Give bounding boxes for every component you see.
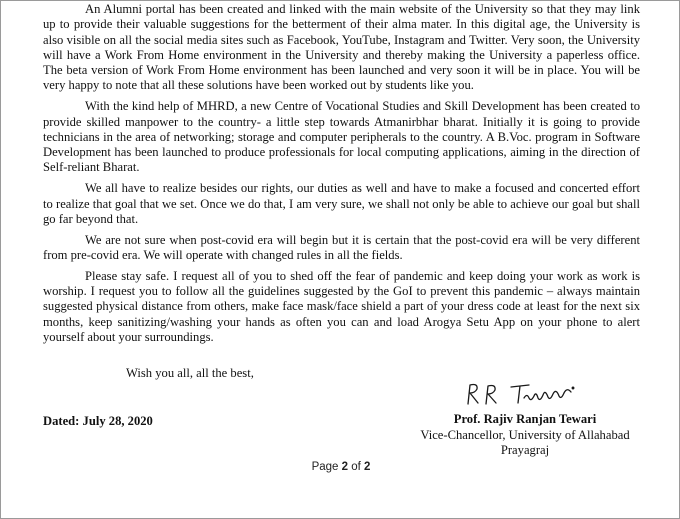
dated-line: Dated: July 28, 2020 [43,414,153,428]
signatory-block [391,412,659,459]
closing-line: Wish you all, all the best, [126,366,254,380]
page-total: 2 [364,461,371,473]
paragraph-duties: We all have to realize besides our rights, our duties as well and have to make a focused and concerted effort to realize that goal that we set. Once we do that, I am very sure, we shall not only be able to achieve our goal but shall go far beyond that. [43,181,640,226]
paragraph-alumni-portal: An Alumni portal has been created and linked with the main website of the University so that they may link up to provide their valuable suggestions for the betterment of their alma mater. In this digital age, the University is also visible on all the social media sites such as Facebook, YouTube, Instagram and Twitter. Very soon, the University will have a Work From Home environment in the University and thereby making the University a paperless office. The beta version of Work From Home environment has been launched and very soon it will be in place. You will be very happy to note that all these solutions have been worked out by students like you. [43,2,640,93]
handwritten-signature [463,378,583,408]
signatory-place: Prayagraj [500,443,550,457]
page-number [1,461,680,473]
page-separator: of [351,461,361,473]
signatory-name: Prof. Rajiv Ranjan Tewari [453,412,597,426]
page-current: 2 [341,461,349,473]
paragraph-post-covid: We are not sure when post-covid era will begin but it is certain that the post-covid era will be very different from pre-covid era. We will operate with changed rules in all the fields. [43,232,640,262]
paragraph-stay-safe: Please stay safe. I request all of you to shed off the fear of pandemic and keep doing your work as work is worship. I request you to follow all the guidelines suggested by the GoI to prevent this pandemic – always maintain suggested physical distance from others, make face mask/face shield a part of your dress code at least for the next six months, keep sanitizing/washing your hands as often you can and load Arogya Setu App on your phone to alert yourself about your surroundings. [43,268,640,344]
letter-body [43,2,640,351]
paragraph-vocational-centre: With the kind help of MHRD, a new Centre of Vocational Studies and Skill Development has been created to provide skilled manpower to the country- a little step towards Atmanirbhar bharat. Initially it is going to provide technicians in the area of networking; storage and computer peripherals to the country. A B.Voc. program in Software Development has been launched to produce professionals for local computing applications, aiming in the direction of Self-reliant Bharat. [43,99,640,175]
page-prefix: Page [311,461,339,473]
signatory-title: Vice-Chancellor, University of Allahabad [420,427,630,442]
